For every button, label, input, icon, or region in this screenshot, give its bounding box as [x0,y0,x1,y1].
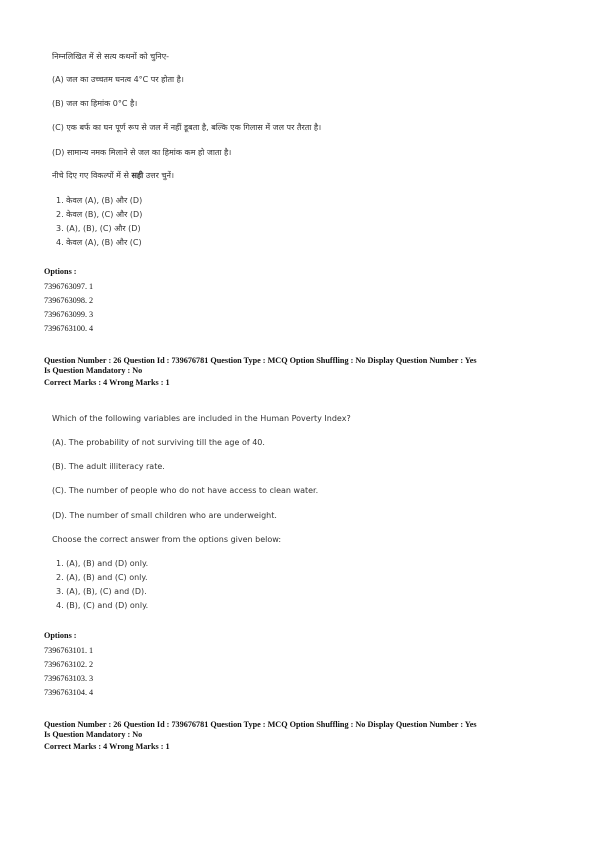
choice-2: 2. केवल (B), (C) और (D) [56,210,143,219]
header-marks: Correct Marks : 4 Wrong Marks : 1 [44,378,170,387]
options-label: Options : [44,631,77,640]
option-id-1: 7396763101. 1 [44,646,94,655]
header-mandatory: Is Question Mandatory : No [44,366,143,375]
choice-1: 1. केवल (A), (B) और (D) [56,196,143,205]
header-marks: Correct Marks : 4 Wrong Marks : 1 [44,742,170,751]
statement-c: (C) एक बर्फ का घन पूर्ण रूप से जल में नहीं डूबता है, बल्कि एक गिलास में जल पर तैरता है। [52,123,322,132]
choice-1: 1. (A), (B) and (D) only. [56,559,149,568]
statement-d: (D) सामान्य नमक मिलाने से जल का हिमांक कम हो जाता है। [52,148,232,157]
question-text: Which of the following variables are included in the Human Poverty Index? [52,414,351,423]
header-mandatory: Is Question Mandatory : No [44,730,143,739]
choice-2: 2. (A), (B) and (C) only. [56,573,148,582]
option-id-4: 7396763100. 4 [44,324,94,333]
choice-4: 4. केवल (A), (B) और (C) [56,238,142,247]
option-id-2: 7396763098. 2 [44,296,94,305]
statement-b: (B). The adult illiteracy rate. [52,462,165,471]
statement-a: (A). The probability of not surviving till the age of 40. [52,438,265,447]
statement-d: (D). The number of small children who are underweight. [52,511,277,520]
options-label: Options : [44,267,77,276]
choice-3: 3. (A), (B), (C) और (D) [56,224,141,233]
header-question-info: Question Number : 26 Question Id : 739676781 Question Type : MCQ Option Shuffling : No Display Question Number : Yes [44,356,477,365]
option-id-3: 7396763103. 3 [44,674,94,683]
statement-a: (A) जल का उच्चतम घनत्व 4°C पर होता है। [52,75,184,84]
question-intro: निम्नलिखित में से सत्य कथनों को चुनिए- [52,52,170,61]
option-id-4: 7396763104. 4 [44,688,94,697]
statement-b: (B) जल का हिमांक 0°C है। [52,99,138,108]
choice-4: 4. (B), (C) and (D) only. [56,601,149,610]
option-id-3: 7396763099. 3 [44,310,94,319]
header-question-info: Question Number : 26 Question Id : 739676781 Question Type : MCQ Option Shuffling : No Display Question Number : Yes [44,720,477,729]
statement-c: (C). The number of people who do not have access to clean water. [52,486,319,495]
choice-3: 3. (A), (B), (C) and (D). [56,587,147,596]
option-id-2: 7396763102. 2 [44,660,94,669]
option-id-1: 7396763097. 1 [44,282,94,291]
question-header-26 [44,356,564,388]
choose-instruction: Choose the correct answer from the options given below: [52,535,282,544]
question-header-26-repeat [44,720,564,752]
choose-instruction: नीचे दिए गए विकल्पों में से सही उत्तर चुनें। [52,171,174,180]
